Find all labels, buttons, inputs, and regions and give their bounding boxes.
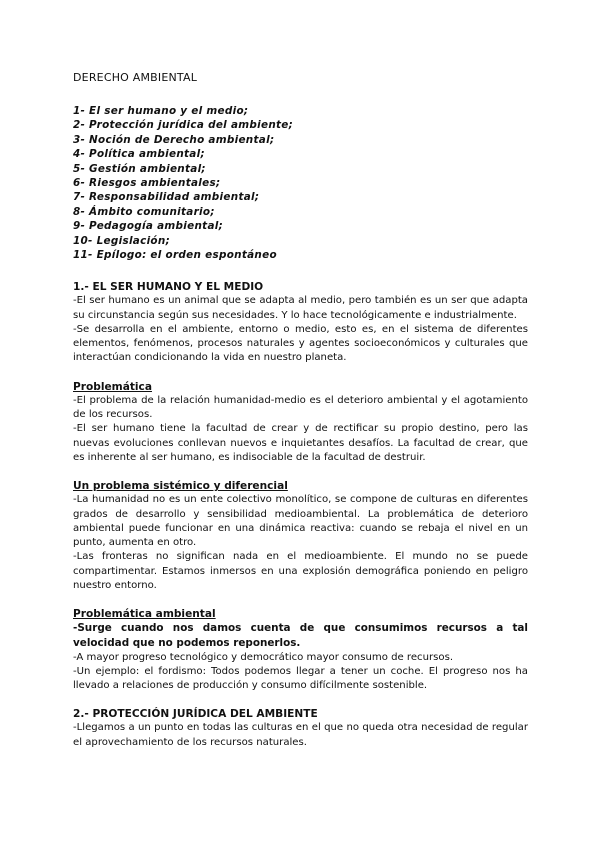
- paragraph: -El problema de la relación humanidad-medio es el deterioro ambiental y el agotamiento de los recursos.: [73, 394, 528, 421]
- toc-item: 10- Legislación;: [73, 234, 171, 247]
- paragraph-bold: -Surge cuando nos damos cuenta de que consumimos recursos a tal velocidad que no podemos reponerlos.: [73, 622, 528, 649]
- paragraph: -Un ejemplo: el fordismo: Todos podemos llegar a tener un coche. El progreso nos ha llevado a relaciones de producción y consumo difícilmente sostenible.: [73, 665, 528, 692]
- toc-item: 6- Riesgos ambientales;: [73, 176, 221, 189]
- table-of-contents: [73, 104, 528, 262]
- toc-item: 4- Política ambiental;: [73, 148, 205, 161]
- toc-item: 8- Ámbito comunitario;: [73, 205, 215, 218]
- paragraph: -Se desarrolla en el ambiente, entorno o medio, esto es, en el sistema de diferentes elementos, fenómenos, procesos naturales y agentes socioeconómicos y culturales que interactúan condicionando la vida en nuestro planeta.: [73, 323, 528, 364]
- paragraph: -Las fronteras no significan nada en el medioambiente. El mundo no se puede compartimentar. Estamos inmersos en una explosión demográfica poniendo en peligro nuestro entorno.: [73, 551, 528, 592]
- document-title: DERECHO AMBIENTAL: [73, 71, 198, 84]
- paragraph: -A mayor progreso tecnológico y democrático mayor consumo de recursos.: [73, 651, 454, 663]
- document-page: [73, 71, 528, 764]
- toc-item: 7- Responsabilidad ambiental;: [73, 191, 260, 204]
- section-2-heading: 2.- PROTECCIÓN JURÍDICA DEL AMBIENTE: [73, 708, 318, 721]
- paragraph: -Llegamos a un punto en todas las culturas en el que no queda otra necesidad de regular el aprovechamiento de los recursos naturales.: [73, 722, 528, 748]
- paragraph: -El ser humano tiene la facultad de crear y de rectificar su propio destino, pero las nuevas evoluciones conllevan nuevos e inquietantes desafíos. La facultad de crear, que es inherente al ser humano, es indisociable de la facultad de destruir.: [73, 423, 528, 463]
- toc-item: 5- Gestión ambiental;: [73, 162, 206, 175]
- subsection-sistemico: [73, 479, 528, 593]
- subsection-heading: Problemática ambiental: [73, 608, 216, 621]
- section-1-heading: 1.- EL SER HUMANO Y EL MEDIO: [73, 281, 264, 294]
- subsection-heading: Problemática: [73, 380, 152, 393]
- section-2: [73, 707, 528, 750]
- paragraph: -La humanidad no es un ente colectivo monolítico, se compone de culturas en diferentes grados de desarrollo y sensibilidad medioambiental. La problemática de deterioro ambiental puede funcionar en una dinámica reactiva: cuando se rebaja el nivel en un punto, aumenta en otro.: [73, 494, 528, 549]
- subsection-problematica: [73, 380, 528, 465]
- toc-item: 9- Pedagogía ambiental;: [73, 220, 224, 233]
- section-1: [73, 280, 528, 365]
- toc-item: 1- El ser humano y el medio;: [73, 105, 249, 117]
- paragraph: -El ser humano es un animal que se adapta al medio, pero también es un ser que adapta su circunstancia según sus necesidades. Y lo hace tecnológicamente e industrialmente.: [73, 295, 528, 321]
- toc-item: 11- Epílogo: el orden espontáneo: [73, 248, 277, 261]
- toc-item: 2- Protección jurídica del ambiente;: [73, 119, 294, 132]
- subsection-problematica-ambiental: [73, 607, 528, 693]
- subsection-heading: Un problema sistémico y diferencial: [73, 480, 288, 493]
- toc-item: 3- Noción de Derecho ambiental;: [73, 133, 275, 146]
